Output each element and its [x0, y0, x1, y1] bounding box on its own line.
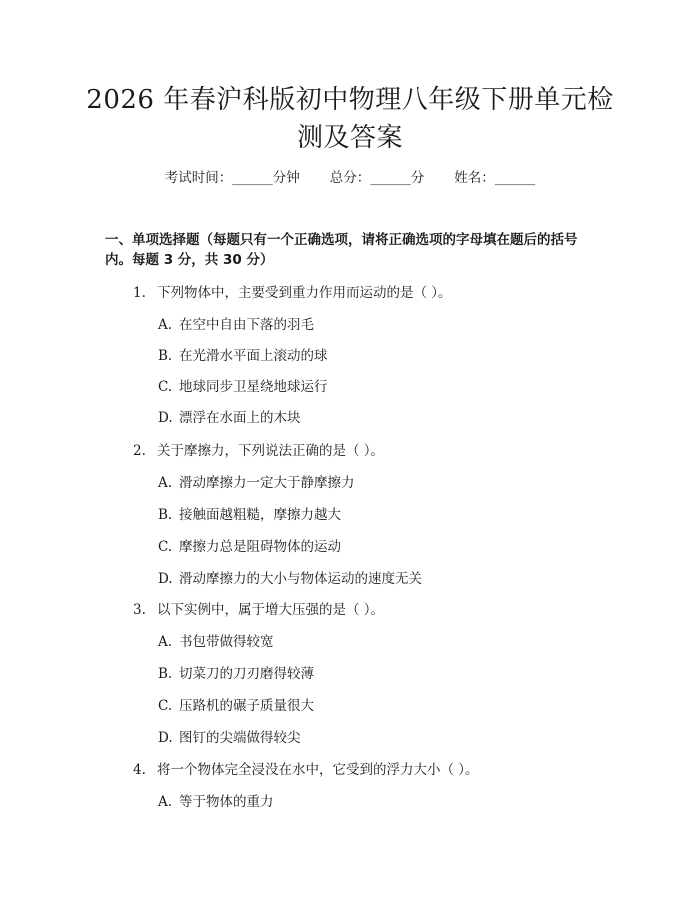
question-1-option-b: [158, 346, 328, 366]
document-title-line-1: 2026 年春沪科版初中物理八年级下册单元检: [86, 85, 614, 115]
question-number: 2.: [133, 443, 146, 459]
section-heading: [105, 230, 605, 270]
question-1-option-a: [158, 315, 314, 335]
option-letter: C.: [158, 379, 173, 395]
option-text: 摩擦力总是阻碍物体的运动: [179, 539, 341, 555]
student-name-field: 姓名：______: [454, 170, 536, 186]
option-letter: B.: [158, 666, 173, 682]
option-letter: A.: [158, 317, 173, 333]
question-2-option-a: [158, 473, 355, 493]
option-text: 书包带做得较宽: [179, 634, 274, 650]
option-text: 等于物体的重力: [179, 794, 274, 810]
option-text: 地球同步卫星绕地球运行: [179, 379, 328, 395]
option-text: 在光滑水平面上滚动的球: [179, 348, 328, 364]
option-text: 滑动摩擦力一定大于静摩擦力: [179, 475, 355, 491]
question-4-option-a: [158, 792, 274, 812]
option-text: 压路机的碾子质量很大: [179, 698, 314, 714]
option-text: 切菜刀的刀刃磨得较薄: [179, 666, 314, 682]
document-title-line-2: 测及答案: [296, 123, 403, 153]
question-3: [133, 600, 384, 620]
question-text: 将一个物体完全浸没在水中，它受到的浮力大小（ ）。: [157, 762, 479, 778]
question-2-option-b: [158, 505, 341, 525]
option-text: 漂浮在水面上的木块: [179, 410, 301, 426]
option-text: 接触面越粗糙，摩擦力越大: [179, 507, 341, 523]
option-letter: C.: [158, 539, 173, 555]
question-text: 以下实例中，属于增大压强的是（ ）。: [157, 602, 385, 618]
question-number: 3.: [133, 602, 146, 618]
question-3-option-b: [158, 664, 314, 684]
question-3-option-a: [158, 632, 274, 652]
option-text: 滑动摩擦力的大小与物体运动的速度无关: [179, 571, 422, 587]
option-letter: D.: [158, 571, 173, 587]
question-number: 4.: [133, 762, 146, 778]
option-letter: D.: [158, 730, 173, 746]
question-number: 1.: [133, 285, 146, 301]
question-2-option-d: [158, 569, 422, 589]
option-letter: A.: [158, 634, 173, 650]
question-text: 关于摩擦力，下列说法正确的是（ ）。: [157, 443, 385, 459]
option-letter: D.: [158, 410, 173, 426]
question-2-option-c: [158, 537, 341, 557]
option-text: 图钉的尖端做得较尖: [179, 730, 301, 746]
question-4: [133, 760, 479, 780]
question-2: [133, 441, 384, 461]
question-1-option-d: [158, 408, 301, 428]
option-letter: C.: [158, 698, 173, 714]
exam-score-field: 总分：______分: [329, 170, 425, 186]
section-heading-line-2: 内。每题 3 分，共 30 分）: [105, 252, 274, 268]
section-heading-line-1: 一、单项选择题（每题只有一个正确选项，请将正确选项的字母填在题后的括号: [105, 232, 578, 248]
question-1-option-c: [158, 377, 328, 397]
option-letter: A.: [158, 475, 173, 491]
option-letter: A.: [158, 794, 173, 810]
exam-time-field: 考试时间：______分钟: [164, 170, 300, 186]
option-letter: B.: [158, 348, 173, 364]
question-text: 下列物体中，主要受到重力作用而运动的是（ ）。: [157, 285, 452, 301]
option-text: 在空中自由下落的羽毛: [179, 317, 314, 333]
question-1: [133, 283, 452, 303]
question-3-option-c: [158, 696, 314, 716]
exam-info: [0, 168, 700, 188]
question-3-option-d: [158, 728, 301, 748]
option-letter: B.: [158, 507, 173, 523]
